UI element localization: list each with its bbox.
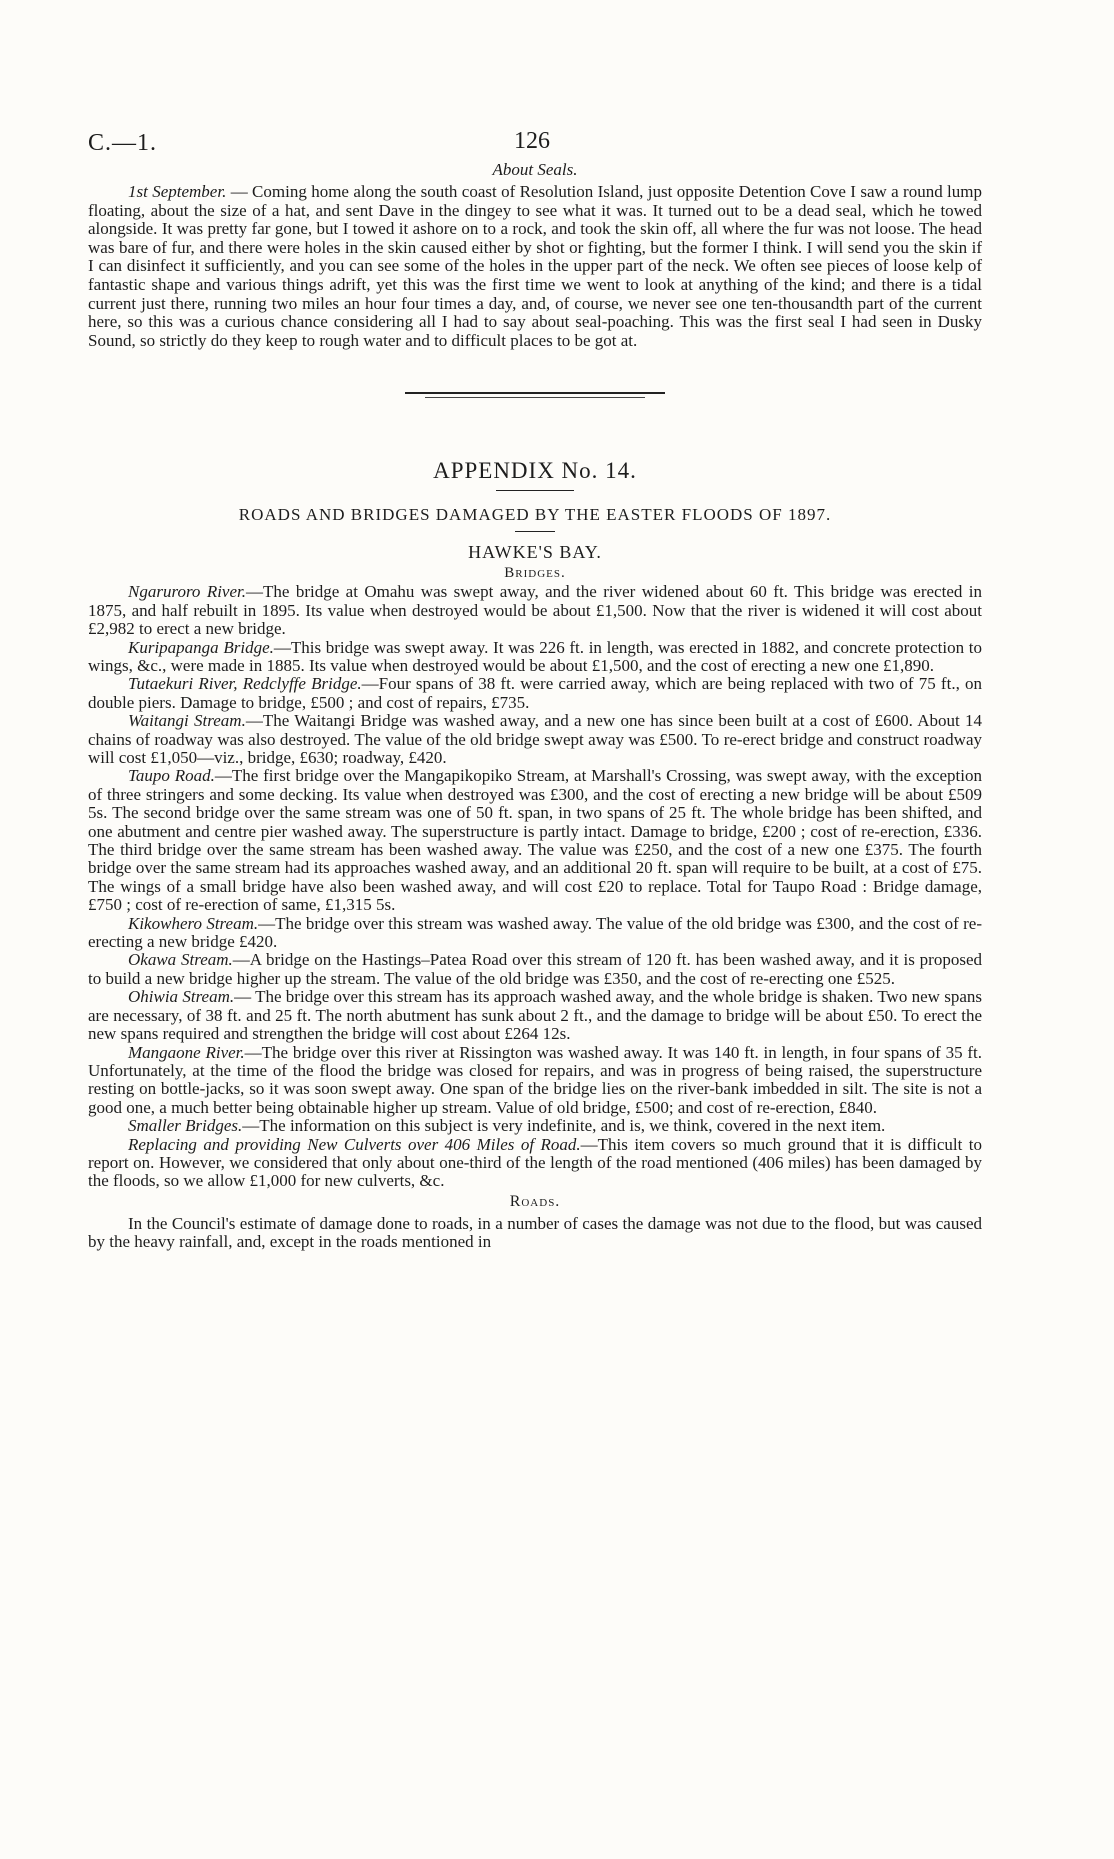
entry-lead: Okawa Stream. bbox=[128, 950, 233, 970]
entry-body: —The bridge at Omahu was swept away, and the river widened about 60 ft. This bridge was erected in 1875, and half rebuilt in 1895. Its value when destroyed would be about £1,500. Now that the river is widened it will cost about £2,982 to erect a new bridge. bbox=[88, 582, 982, 639]
entry-lead: Kuripapanga Bridge. bbox=[128, 637, 274, 657]
entry-lead: Smaller Bridges. bbox=[128, 1116, 243, 1136]
title-rule bbox=[496, 490, 574, 491]
entry-lead: Ohiwia Stream. bbox=[128, 987, 235, 1007]
entry-body: —A bridge on the Hastings–Patea Road over this stream of 120 ft. has been washed away, and it is proposed to build a new bridge higher up the stream. The value of the old bridge was £350, and the cost of re-erecting one £525. bbox=[88, 950, 982, 988]
bridges-section bbox=[88, 583, 982, 1190]
entry-lead: Kikowhero Stream. bbox=[128, 913, 259, 933]
bridge-entry bbox=[88, 712, 982, 767]
bridge-entry bbox=[88, 951, 982, 988]
entry-body: —The bridge over this river at Rissington was washed away. It was 140 ft. in length, in four spans of 35 ft. Unfortunately, at the time of the flood the bridge was closed for repairs, and was in progress of being raised, the superstructure resting on bottle-jacks, so it was soon swept away. One span of the bridge lies on the river-bank imbedded in silt. The site is not a good one, a much better being obtainable higher up stream. Value of old bridge, £500; and cost of re-erection, £840. bbox=[88, 1042, 982, 1117]
appendix-subtitle: ROADS AND BRIDGES DAMAGED BY THE EASTER FLOODS OF 1897. bbox=[238, 505, 832, 525]
bridge-entry bbox=[88, 1136, 982, 1191]
document-reference: C.—1. bbox=[88, 130, 158, 156]
section-divider bbox=[405, 392, 665, 400]
bridge-entry bbox=[88, 583, 982, 638]
seals-paragraph bbox=[88, 183, 982, 350]
page-number: 126 bbox=[514, 128, 550, 154]
entry-body: —The bridge over this stream was washed away. The value of the old bridge was £300, and the cost of re-erecting a new bridge £420. bbox=[88, 913, 983, 952]
bridge-entry bbox=[88, 675, 982, 712]
appendix-title: APPENDIX No. 14. bbox=[433, 458, 637, 484]
subtitle-rule bbox=[515, 531, 555, 532]
region-heading: HAWKE'S BAY. bbox=[468, 542, 602, 563]
entry-body: —The first bridge over the Mangapikopiko Stream, at Marshall's Crossing, was swept away, with the exception of three stringers and some decking. Its value when destroyed was £300, and the cost of erecting a new bridge will be about £509 5s. The second bridge over the same stream was one of 50 ft. span, in two spans of 25 ft. The whole bridge has been shifted, and one abutment and centre pier washed away. The superstructure is partly intact. Damage to bridge, £200 ; cost of re-erection, £336. The third bridge over the same stream has been washed away. The value was £250, and the cost of a new one £375. The fourth bridge over the same stream had its approaches washed away, and an additional 20 ft. span will require to be built, at a cost of £75. The wings of a small bridge have also been washed away, and will cost £20 to replace. Total for Taupo Road : Bridge damage, £750 ; cost of re-erection of same, £1,315 5s. bbox=[88, 766, 983, 915]
entry-lead: Replacing and providing New Culverts over 406 Miles of Road. bbox=[128, 1134, 581, 1154]
entry-lead: Taupo Road. bbox=[128, 766, 215, 786]
seals-date: 1st September. bbox=[128, 182, 227, 201]
entry-body: —Four spans of 38 ft. were carried away, which are being replaced with two of 75 ft., on double piers. Damage to bridge, £500 ; and cost of repairs, £735. bbox=[88, 674, 982, 712]
entry-lead: Ngaruroro River. bbox=[128, 582, 247, 602]
bridges-caption: Bridges. bbox=[504, 565, 566, 582]
document-page bbox=[88, 118, 982, 1252]
roads-paragraph: In the Council's estimate of damage done to roads, in a number of cases the damage was not due to the flood, but was caused by the heavy rainfall, and, except in the roads mentioned in bbox=[88, 1213, 982, 1252]
entry-body: —The information on this subject is very indefinite, and is, we think, covered in the next item. bbox=[242, 1116, 886, 1136]
entry-lead: Tutaekuri River, Redclyffe Bridge. bbox=[128, 674, 362, 694]
bridge-entry bbox=[88, 988, 982, 1043]
entry-body: — The bridge over this stream has its approach washed away, and the whole bridge is shaken. Two new spans are necessary, of 38 ft. and 25 ft. The north abutment has sunk about 2 ft., and the damage to bridge will be about £50. To erect the new spans required and strengthen the bridge will cost about £264 12s. bbox=[88, 987, 982, 1044]
entry-lead: Mangaone River. bbox=[128, 1042, 245, 1062]
entry-body: —This bridge was swept away. It was 226 ft. in length, was erected in 1882, and concrete protection to wings, &c., were made in 1885. Its value when destroyed would be about £1,500, and the cost of erecting a new one £1,890. bbox=[88, 637, 982, 675]
roads-caption: Roads. bbox=[509, 1192, 561, 1210]
bridge-entry bbox=[88, 1117, 982, 1135]
seals-body: — Coming home along the south coast of Resolution Island, just opposite Detention Cove I saw a round lump floating, about the size of a hat, and sent Dave in the dingey to see what it was. It turned out to be a dead seal, which he towed alongside. It was pretty far gone, but I towed it ashore on to a rock, and took the skin off, all where the fur was not loose. The head was bare of fur, and there were holes in the skin caused either by shot or fighting, but the former I think. I will send you the skin if I can disinfect it sufficiently, and you can see some of the holes in the upper part of the neck. We often see pieces of loose kelp of fantastic shape and various things adrift, yet this was the first time we went to look at anything of the kind; and there is a tidal current just there, running two miles an hour four times a day, and, of course, we never see one ten-thousandth part of the current here, so this was a curious chance considering all I had to say about seal-poaching. This was the first seal I had seen in Dusky Sound, so strictly do they keep to rough water and to difficult places to be got at. bbox=[88, 182, 982, 350]
entry-lead: Waitangi Stream. bbox=[128, 711, 246, 731]
bridge-entry bbox=[88, 915, 982, 952]
entry-body: —This item covers so much ground that it is difficult to report on. However, we considered that only about one-third of the length of the road mentioned (406 miles) has been damaged by the floods, so we allow £1,000 for new culverts, &c. bbox=[88, 1134, 983, 1191]
bridge-entry bbox=[88, 1044, 982, 1118]
bridge-entry bbox=[88, 639, 982, 676]
seals-section bbox=[88, 160, 982, 350]
bridge-entry bbox=[88, 767, 982, 914]
entry-body: —The Waitangi Bridge was washed away, and a new one has since been built at a cost of £600. About 14 chains of roadway was also destroyed. The value of the old bridge swept away was £500. To re-erect bridge and construct roadway will cost £1,050—viz., bridge, £630; roadway, £420. bbox=[88, 711, 982, 767]
page-header bbox=[88, 118, 982, 158]
seals-heading: About Seals. bbox=[492, 160, 578, 179]
